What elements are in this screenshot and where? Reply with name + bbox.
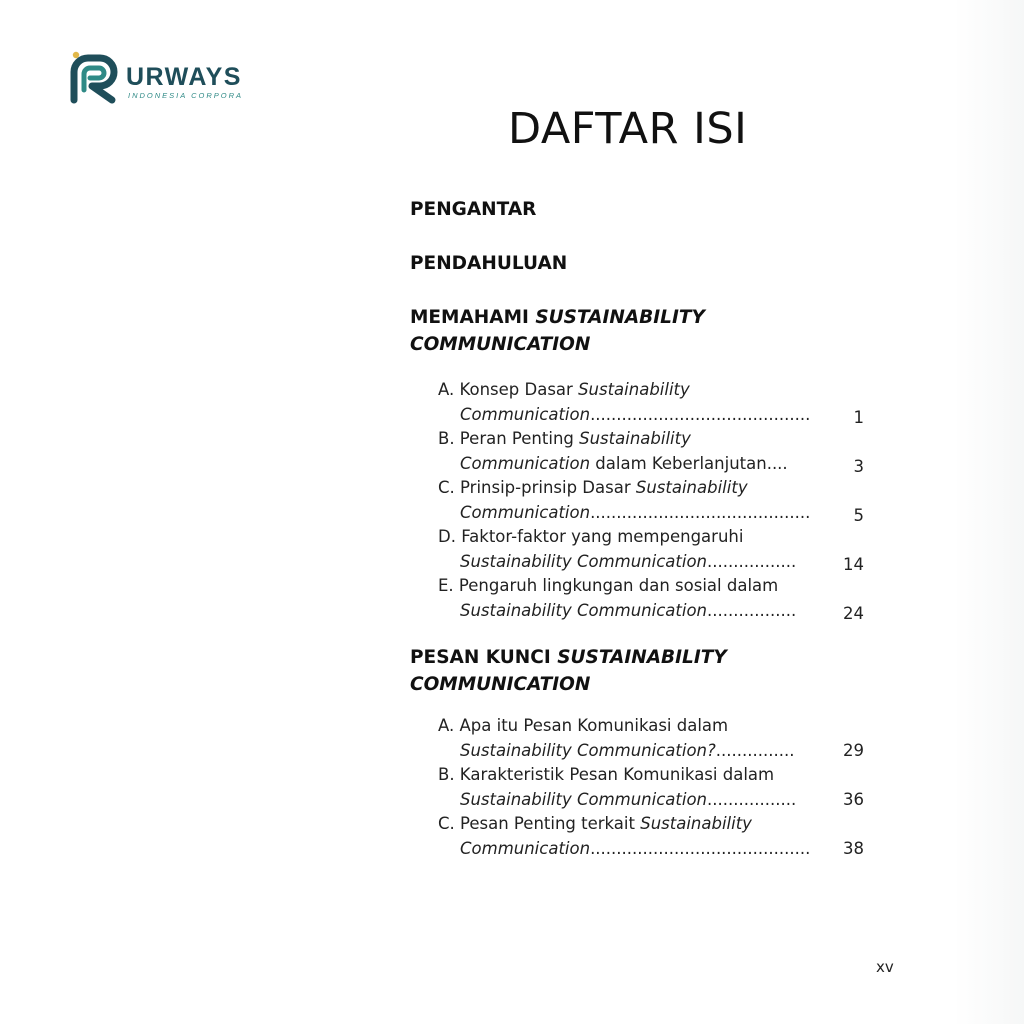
logo-tagline: INDONESIA CORPORA bbox=[128, 91, 243, 100]
heading-plain-text: MEMAHAMI bbox=[410, 307, 536, 328]
heading-italic-text: SUSTAINABILITY bbox=[535, 307, 705, 328]
entry-italic-text: Communication bbox=[460, 503, 591, 522]
dot-leader: ................. bbox=[707, 601, 797, 620]
entry-page-number: 38 bbox=[843, 839, 864, 858]
dot-leader: ............... bbox=[715, 741, 795, 760]
section-heading-pesan-kunci bbox=[410, 644, 727, 698]
page-title: DAFTAR ISI bbox=[508, 104, 748, 154]
toc-entry[interactable] bbox=[438, 763, 868, 813]
entry-text: dalam Keberlanjutan.... bbox=[590, 454, 788, 473]
logo-wordmark: URWAYS bbox=[126, 63, 242, 91]
entry-text: E. Pengaruh lingkungan dan sosial dalam bbox=[438, 576, 779, 595]
section-heading-memahami bbox=[410, 304, 705, 358]
entry-page-number: 36 bbox=[843, 790, 864, 809]
toc-entry[interactable] bbox=[438, 427, 868, 477]
toc-entry[interactable] bbox=[438, 525, 868, 575]
entry-page-number: 24 bbox=[843, 604, 864, 623]
heading-plain-text: PESAN KUNCI bbox=[410, 647, 558, 668]
dot-leader: .......................................... bbox=[590, 503, 811, 522]
entry-italic-text: Communication bbox=[460, 405, 591, 424]
entry-italic-text: Sustainability Communication bbox=[460, 552, 708, 571]
entry-text: B. Karakteristik Pesan Komunikasi dalam bbox=[438, 765, 775, 784]
entry-italic-text: Sustainability bbox=[578, 380, 690, 399]
section-heading-pengantar: PENGANTAR bbox=[410, 199, 537, 220]
page-number: xv bbox=[876, 958, 894, 976]
page-edge-shade bbox=[954, 0, 1024, 1024]
entry-italic-text: Sustainability Communication bbox=[460, 601, 708, 620]
dot-leader: ................. bbox=[707, 790, 797, 809]
entry-page-number: 14 bbox=[843, 555, 864, 574]
entry-text: C. Pesan Penting terkait bbox=[438, 814, 641, 833]
entry-italic-text: Communication bbox=[460, 839, 591, 858]
dot-leader: ................. bbox=[707, 552, 797, 571]
entry-text: D. Faktor-faktor yang mempengaruhi bbox=[438, 527, 744, 546]
entry-page-number: 5 bbox=[853, 506, 864, 525]
brand-logo bbox=[68, 50, 288, 110]
toc-entry[interactable] bbox=[438, 476, 868, 526]
entry-italic-text: Communication bbox=[460, 454, 591, 473]
entry-italic-text: Sustainability bbox=[640, 814, 752, 833]
toc-entry[interactable] bbox=[438, 812, 868, 862]
dot-leader: .......................................... bbox=[590, 405, 811, 424]
heading-italic-text: SUSTAINABILITY bbox=[557, 647, 727, 668]
toc-entry[interactable] bbox=[438, 574, 868, 624]
logo-r-mark-icon bbox=[68, 50, 128, 106]
entry-italic-text: Sustainability bbox=[635, 478, 748, 497]
entry-text: B. Peran Penting bbox=[438, 429, 580, 448]
entry-text: A. Konsep Dasar bbox=[438, 380, 579, 399]
entry-page-number: 29 bbox=[843, 741, 864, 760]
section-heading-pendahuluan: PENDAHULUAN bbox=[410, 253, 568, 274]
entry-page-number: 1 bbox=[853, 408, 864, 427]
entry-italic-text: Sustainability Communication? bbox=[460, 741, 716, 760]
entry-text: C. Prinsip-prinsip Dasar bbox=[438, 478, 636, 497]
entry-italic-text: Sustainability Communication bbox=[460, 790, 708, 809]
entry-page-number: 3 bbox=[853, 457, 864, 476]
entry-text: A. Apa itu Pesan Komunikasi dalam bbox=[438, 716, 729, 735]
toc-entry[interactable] bbox=[438, 378, 868, 428]
heading-italic-text: COMMUNICATION bbox=[410, 674, 591, 695]
toc-entry[interactable] bbox=[438, 714, 868, 764]
entry-italic-text: Sustainability bbox=[579, 429, 691, 448]
dot-leader: .......................................... bbox=[590, 839, 811, 858]
heading-italic-text: COMMUNICATION bbox=[410, 334, 591, 355]
